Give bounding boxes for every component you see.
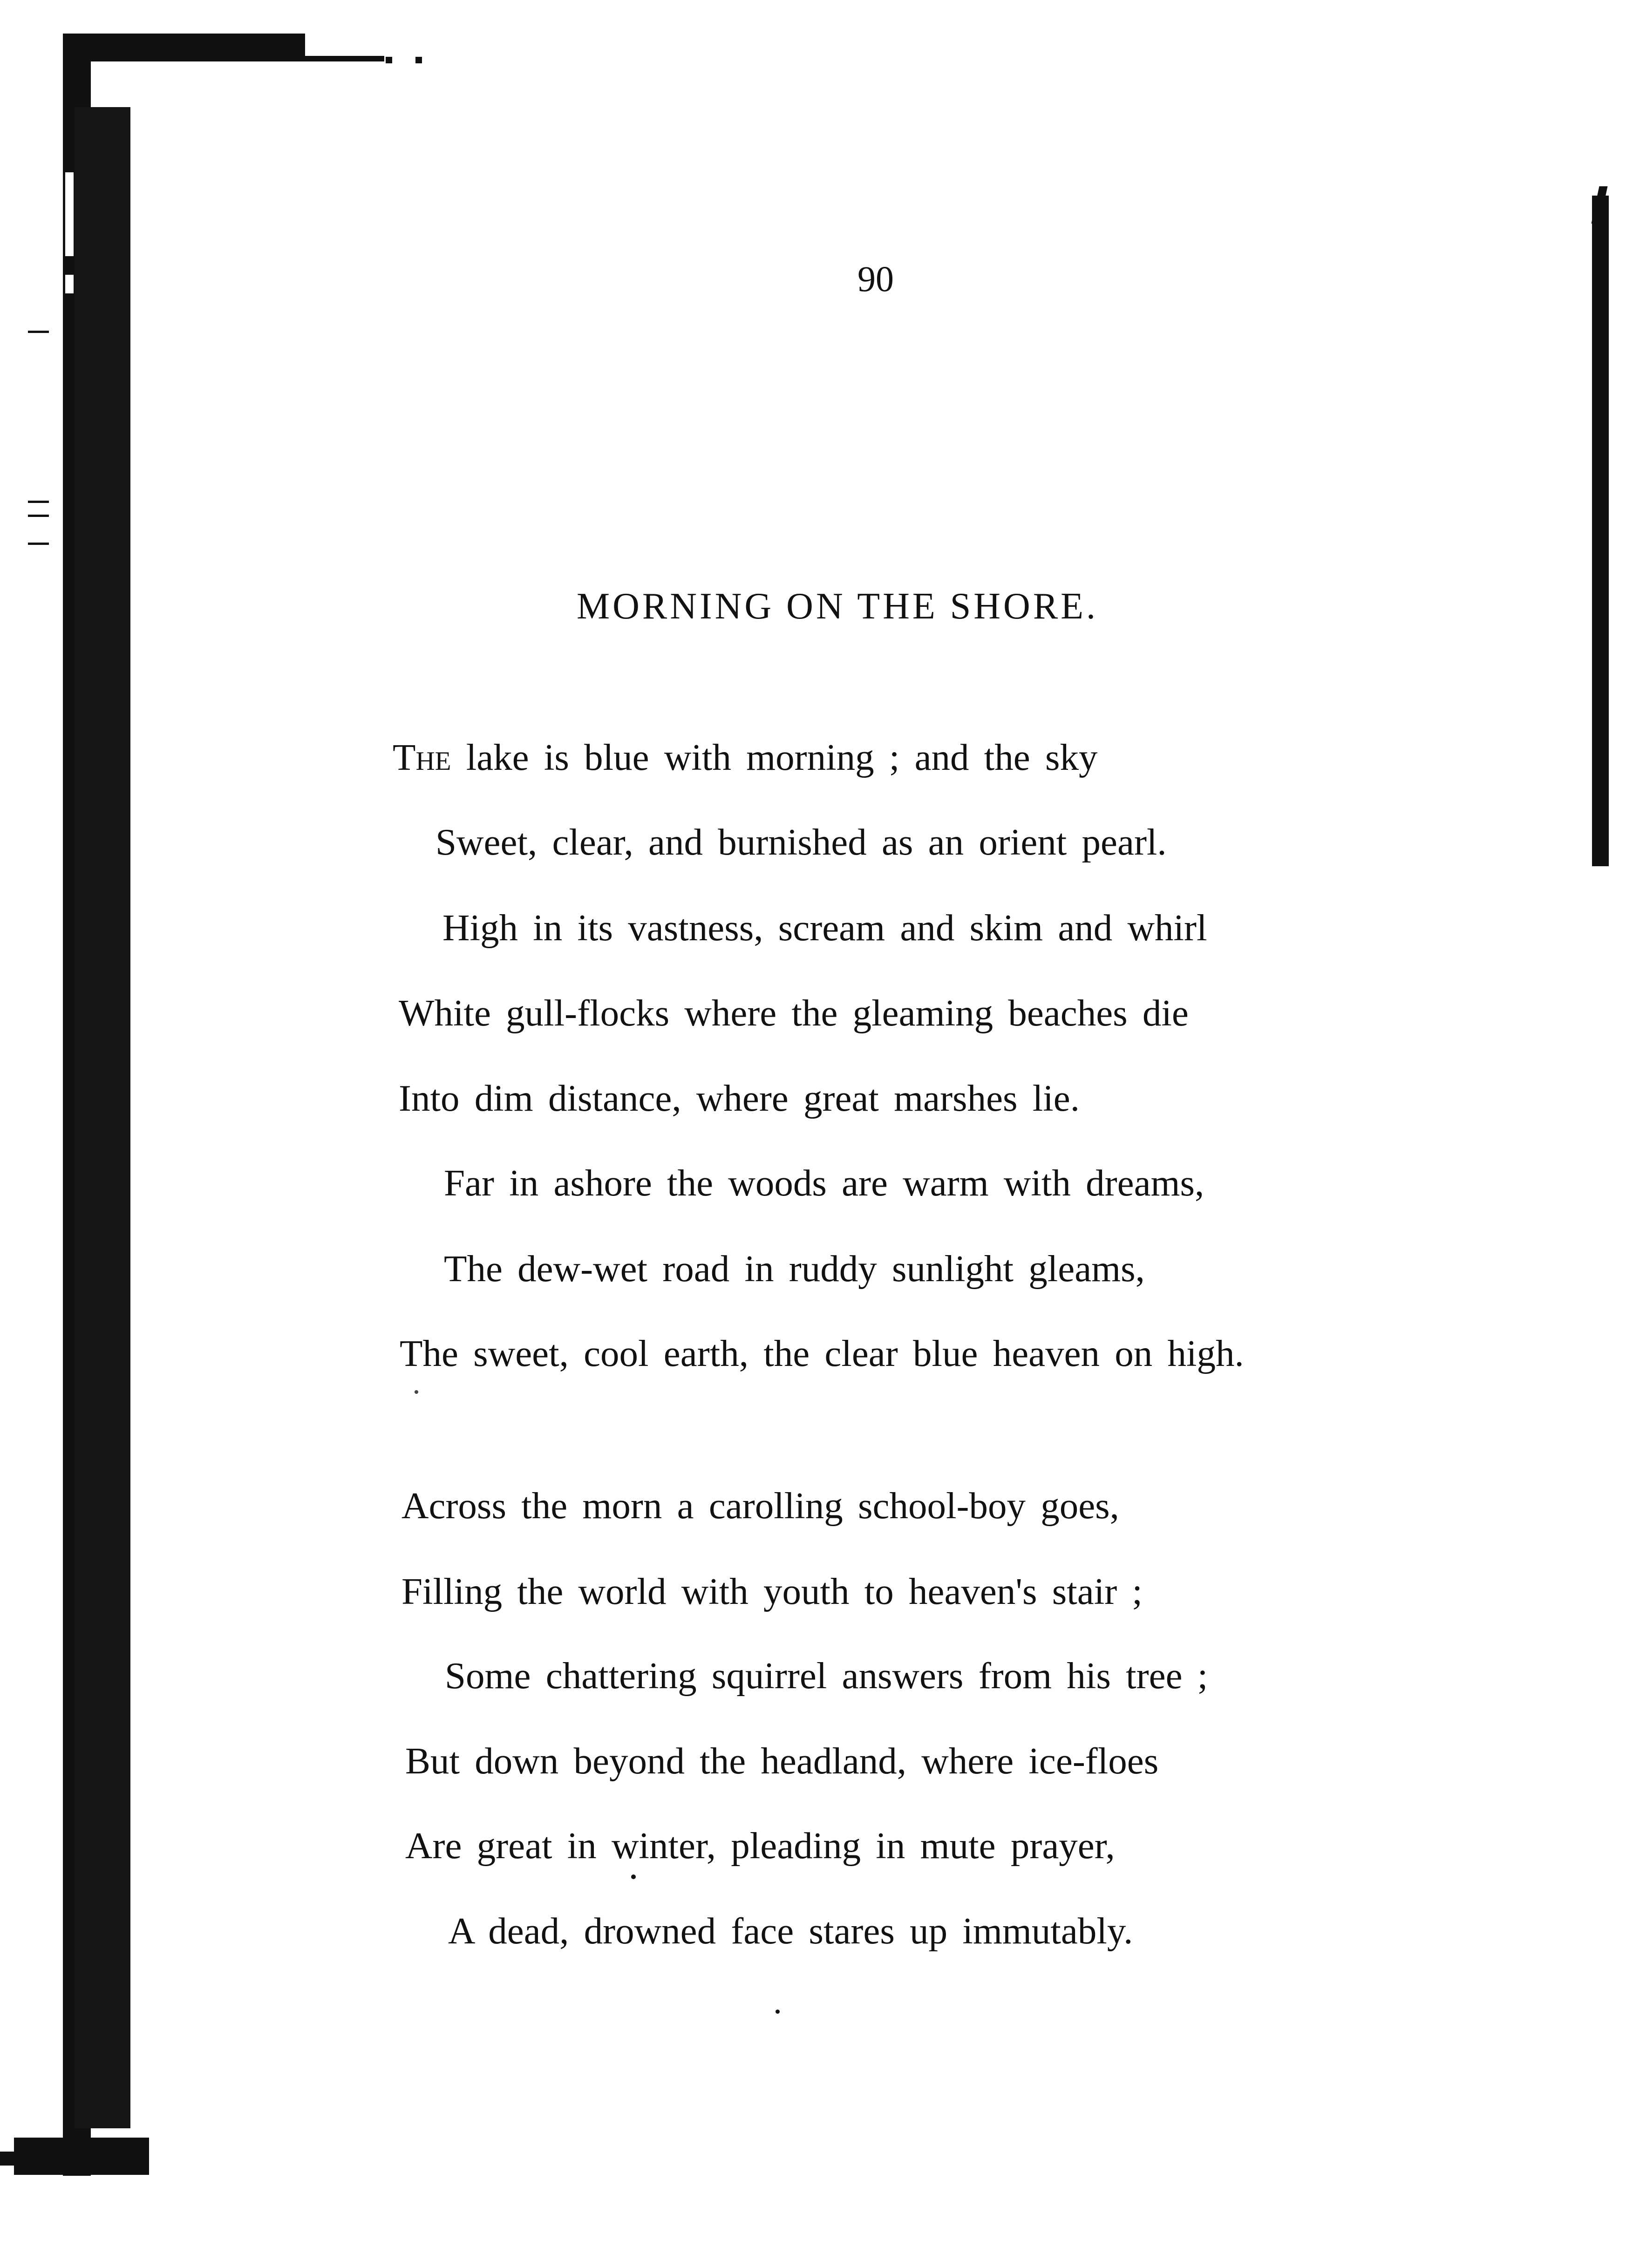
poem-line [393, 736, 1098, 778]
poem-line: Are great in winter, pleading in mute prayer, [405, 1825, 1115, 1867]
scan-binding-top-line [119, 56, 384, 61]
scan-binding-gap [65, 275, 74, 293]
scan-tick [28, 501, 49, 503]
scan-speck [415, 1390, 418, 1394]
poem-line: The sweet, cool earth, the clear blue heaven on high. [400, 1332, 1244, 1374]
poem-line: Into dim distance, where great marshes lie. [399, 1077, 1080, 1119]
scan-mark [386, 57, 392, 63]
poem-first-word: The [393, 736, 451, 778]
page-number: 90 [857, 258, 894, 299]
poem-line: White gull-flocks where the gleaming beaches die [399, 992, 1189, 1034]
scan-speck [631, 1874, 636, 1879]
scan-speck [776, 2010, 780, 2014]
scan-tick [28, 543, 49, 545]
poem-title: MORNING ON THE SHORE. [576, 586, 1099, 627]
scan-right-edge [1592, 196, 1609, 866]
scan-tick [28, 331, 49, 333]
poem-line: But down beyond the headland, where ice-floes [405, 1740, 1159, 1782]
poem-line: A dead, drowned face stares up immutably. [448, 1910, 1133, 1952]
scan-tick [28, 515, 49, 517]
poem-line-text: lake is blue with morning ; and the sky [451, 736, 1098, 778]
scan-binding-foot [0, 2152, 140, 2166]
poem-line: High in its vastness, scream and skim and whirl [442, 907, 1207, 949]
poem-line: The dew-wet road in ruddy sunlight gleams, [444, 1248, 1145, 1290]
poem-line: Across the morn a carolling school-boy goes, [401, 1485, 1119, 1527]
poem-line: Sweet, clear, and burnished as an orient pearl. [435, 821, 1167, 863]
poem-line: Some chattering squirrel answers from his tree ; [445, 1655, 1208, 1697]
scan-binding-gap [65, 172, 74, 256]
scan-mark [415, 57, 422, 63]
poem-line: Filling the world with youth to heaven's stair ; [401, 1570, 1143, 1612]
poem-line: Far in ashore the woods are warm with dreams, [444, 1162, 1204, 1204]
scan-binding-edge-inner [75, 107, 130, 2128]
